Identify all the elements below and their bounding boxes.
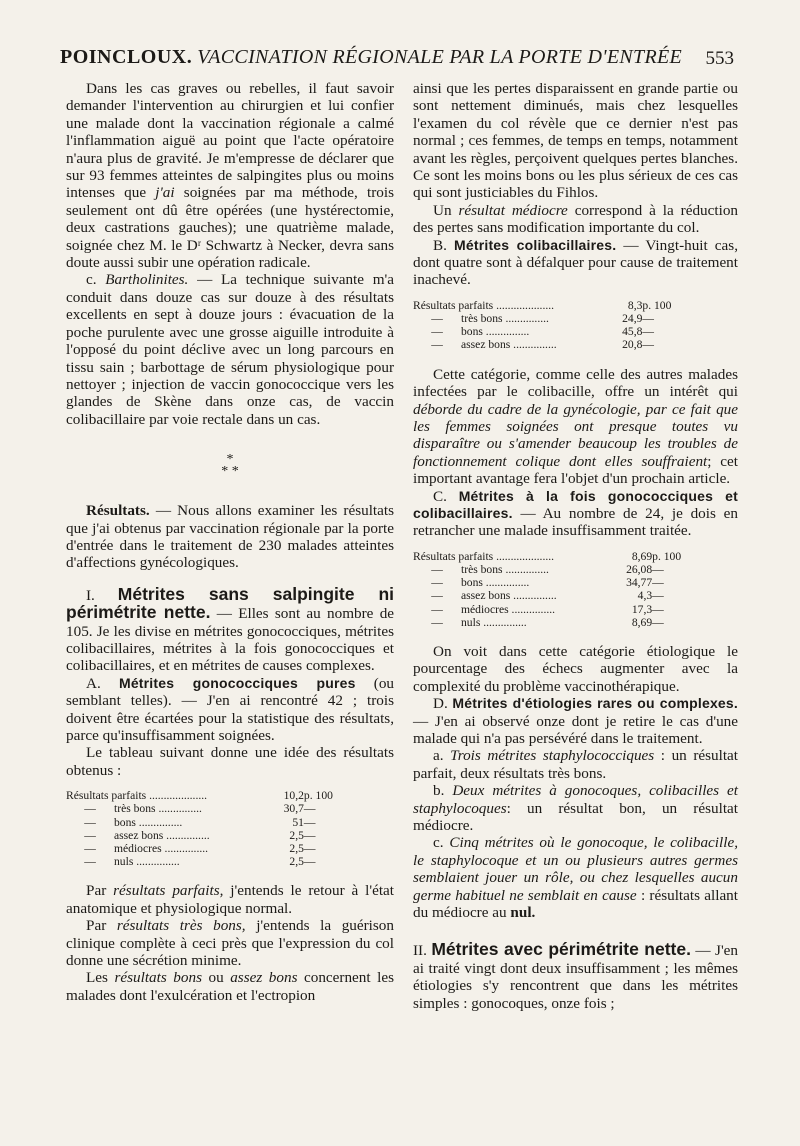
section-heading-2: II. Métrites avec périmétrite nette. — J'en ai traité vingt dont deux insuffisamment ; les mêmes étiologies s'y rencontrent que dans les métrites simples : gonocoques, onze fois ;: [413, 939, 739, 1012]
table-row: [413, 589, 693, 602]
result-value: 8,3: [627, 298, 643, 312]
table-row: [413, 550, 693, 563]
result-label: Résultats parfaits ....................: [413, 298, 555, 312]
table-row: [413, 312, 683, 325]
result-label: — bons ...............: [431, 576, 530, 590]
header-title: VACCINATION RÉGIONALE PAR LA PORTE D'ENTRÉE: [197, 46, 682, 68]
result-unit: —: [652, 562, 664, 576]
subsection-d-b: b. Deux métrites à gonocoques, colibacilles et staphylocoques: un résultat bon, un résultat médiocre.: [413, 782, 738, 835]
result-label: — nuls ...............: [431, 615, 527, 629]
right-column: [413, 80, 738, 1012]
result-value: 2,5: [289, 842, 304, 856]
result-label: — assez bons ...............: [84, 828, 210, 842]
result-label: — médiocres ...............: [431, 602, 556, 616]
paragraph-bartholinites: c. Bartholinites. — La technique suivante m'a conduit dans douze cas sur douze à des résultats excellents en sept à douze jours : évacuation de la poche purulente avec une grosse aiguille introduite à l'opposé du point déclive avec un long parcours en tissu sain ; barbottage de sérum physiologique pour nettoyer ; injection de vaccin gonococcique vers les glandes de Skène dans onze cas, de vaccin colibacillaire par voie rectale dans un cas.: [66, 271, 395, 428]
result-unit: —: [303, 828, 316, 842]
result-label: — très bons ...............: [431, 312, 549, 326]
result-value: 17,3: [631, 602, 653, 616]
result-label: — assez bons ...............: [431, 338, 557, 352]
result-unit: —: [642, 312, 654, 326]
result-unit: p. 100: [642, 298, 672, 312]
result-value: 20,8: [622, 338, 643, 352]
paragraph-definition-parfaits: Par résultats parfaits, j'entends le retour à l'état anatomique et physiologique normal.: [66, 882, 395, 917]
running-header: [60, 46, 740, 72]
paragraph: Dans les cas graves ou rebelles, il faut savoir demander l'intervention au chirurgien et lui confier une malade dont la vaccination régionale a calmé l'inflammation aiguë au point que l'acte opératoire n'aura plus de gravité. Je m'empresse de déclarer que sur 93 femmes atteintes de salpingites plus ou moins intenses que j'ai soignées par ma méthode, trois seulement ont dû être opérées (une hystérectomie, deux castrations gauches); une quatrième malade, soignée chez M. le Dʳ Schwartz à Necker, devra sans doute aussi subir une opération radicale.: [66, 80, 395, 272]
paragraph-resultats: Résultats. — Nous allons examiner les résultats que j'ai obtenus par vaccination régionale par la porte d'entrée dans le traitement de 230 malades atteintes d'affections gynécologiques.: [66, 502, 395, 572]
table-row: [66, 829, 346, 842]
table-row: [413, 603, 693, 616]
header-author: POINCLOUX.: [60, 46, 193, 68]
result-value: 30,7: [283, 802, 304, 816]
subsection-d: D. Métrites d'étiologies rares ou complexes. — J'en ai observé onze dont je retire le cas d'une malade qui n'a pas persévéré dans le traitement.: [413, 695, 738, 747]
result-label: — bons ...............: [431, 325, 530, 339]
result-unit: p. 100: [303, 789, 333, 803]
paragraph-definition-tres-bons: Par résultats très bons, j'entends la guérison clinique complète à ceci près que l'expression du col donne une sécrétion minime.: [66, 917, 394, 970]
subsection-b: B. Métrites colibacillaires. — Vingt-huit cas, dont quatre sont à défalquer pour cause de traitement inachevé.: [413, 236, 738, 289]
result-value: 4,3: [637, 589, 653, 603]
table-row: [66, 789, 346, 802]
result-value: 10,2: [283, 789, 304, 803]
section-separator-asterisks: * * *: [221, 452, 239, 480]
result-unit: —: [652, 602, 664, 616]
subsection-d-c: c. Cinq métrites où le gonocoque, le colibacille, le staphylocoque et un ou plusieurs autres germes semblaient jouer un rôle, ou chez lesquelles aucun germe habituel ne semblait en cause : résultats allant du médiocre au nul.: [413, 834, 738, 922]
section-heading-1: I. Métrites sans salpingite ni périmétrite nette. — Elles sont au nombre de 105. Je les divise en métrites gonococciques, métrites colibacillaires, métrites à la fois gonococciques et colibacillaires, et en métrites de causes complexes.: [66, 583, 395, 675]
result-label: Résultats parfaits ....................: [66, 789, 208, 803]
result-label: — bons ...............: [84, 815, 183, 829]
paragraph: On voit dans cette catégorie étiologique le pourcentage des échecs augmenter avec la complexité du problème vaccinothérapique.: [413, 642, 738, 695]
result-label: — très bons ...............: [431, 562, 549, 576]
result-label: — assez bons ...............: [431, 589, 557, 603]
result-unit: —: [652, 589, 664, 603]
left-column: [66, 80, 394, 1004]
result-value: 2,5: [289, 828, 304, 842]
table-row: [413, 576, 693, 589]
result-unit: —: [652, 576, 664, 590]
subsection-d-a: a. Trois métrites staphylococciques : un résultat parfait, deux résultats très bons.: [413, 747, 739, 782]
table-row: [413, 338, 683, 351]
result-label: — très bons ...............: [84, 802, 202, 816]
result-unit: —: [642, 338, 654, 352]
table-row: [413, 563, 693, 576]
table-row: [66, 842, 346, 855]
result-value: 8,69: [631, 549, 653, 563]
page-number: 553: [705, 48, 734, 69]
result-unit: —: [652, 615, 664, 629]
table-row: [66, 855, 346, 868]
result-label: — nuls ...............: [84, 855, 180, 869]
result-unit: —: [303, 855, 316, 869]
result-value: 24,9: [622, 312, 643, 326]
table-row: [413, 299, 683, 312]
result-value: 26,08: [626, 562, 653, 576]
table-row: [66, 816, 346, 829]
results-table-colibacillaires: [413, 299, 683, 352]
result-unit: p. 100: [652, 549, 682, 563]
results-table-mixtes: [413, 550, 693, 629]
table-row: [413, 616, 693, 629]
table-row: [413, 325, 683, 338]
result-label: Résultats parfaits ....................: [413, 549, 555, 563]
subsection-a: A. Métrites gonococciques pures (ou semblant telles). — J'en ai rencontré 42 ; trois doivent être écartées pour la statistique des résultats, parce qu'insuffisamment soignées.: [66, 674, 395, 744]
result-unit: —: [303, 802, 316, 816]
paragraph-colibacille: Cette catégorie, comme celle des autres malades infectées par le colibacille, offre un intérêt qui déborde du cadre de la gynécologie, par ce fait que les femmes soignées ont presque toutes vu disparaître ou s'amender beaucoup les troubles de fonctionnement colique dont elles souffraient; cet important avantage fera l'objet d'un prochain article.: [413, 365, 739, 488]
table-row: [66, 802, 346, 815]
results-table-gonococciques: [66, 789, 346, 868]
result-unit: —: [303, 842, 316, 856]
result-unit: —: [303, 815, 316, 829]
result-value: 8,69: [631, 615, 653, 629]
paragraph-definition-bons: Les résultats bons ou assez bons concernent les malades dont l'exulcération et l'ectropion: [66, 969, 395, 1004]
result-value: 2,5: [289, 855, 304, 869]
result-label: — médiocres ...............: [84, 842, 209, 856]
result-value: 45,8: [622, 325, 643, 339]
result-value: 51: [292, 815, 304, 829]
result-unit: —: [642, 325, 654, 339]
paragraph: Le tableau suivant donne une idée des résultats obtenus :: [66, 744, 394, 779]
subsection-c: C. Métrites à la fois gonococciques et colibacillaires. — Au nombre de 24, je dois en retrancher une malade insuffisamment traitée.: [413, 487, 739, 540]
paragraph-mediocre: Un résultat médiocre correspond à la réduction des pertes sans modification importante du col.: [413, 201, 739, 237]
result-value: 34,77: [626, 576, 653, 590]
paragraph: ainsi que les pertes disparaissent en grande partie ou sont nettement diminués, mais chez lesquelles l'examen du col révèle que ce dernier n'est pas normal ; ces femmes, de temps en temps, notamment avant les règles, perçoivent quelques pertes blanches. Ce sont les moins bons ou les plus sérieux de ces cas qui sont justiciables du Fihlos.: [413, 80, 738, 202]
